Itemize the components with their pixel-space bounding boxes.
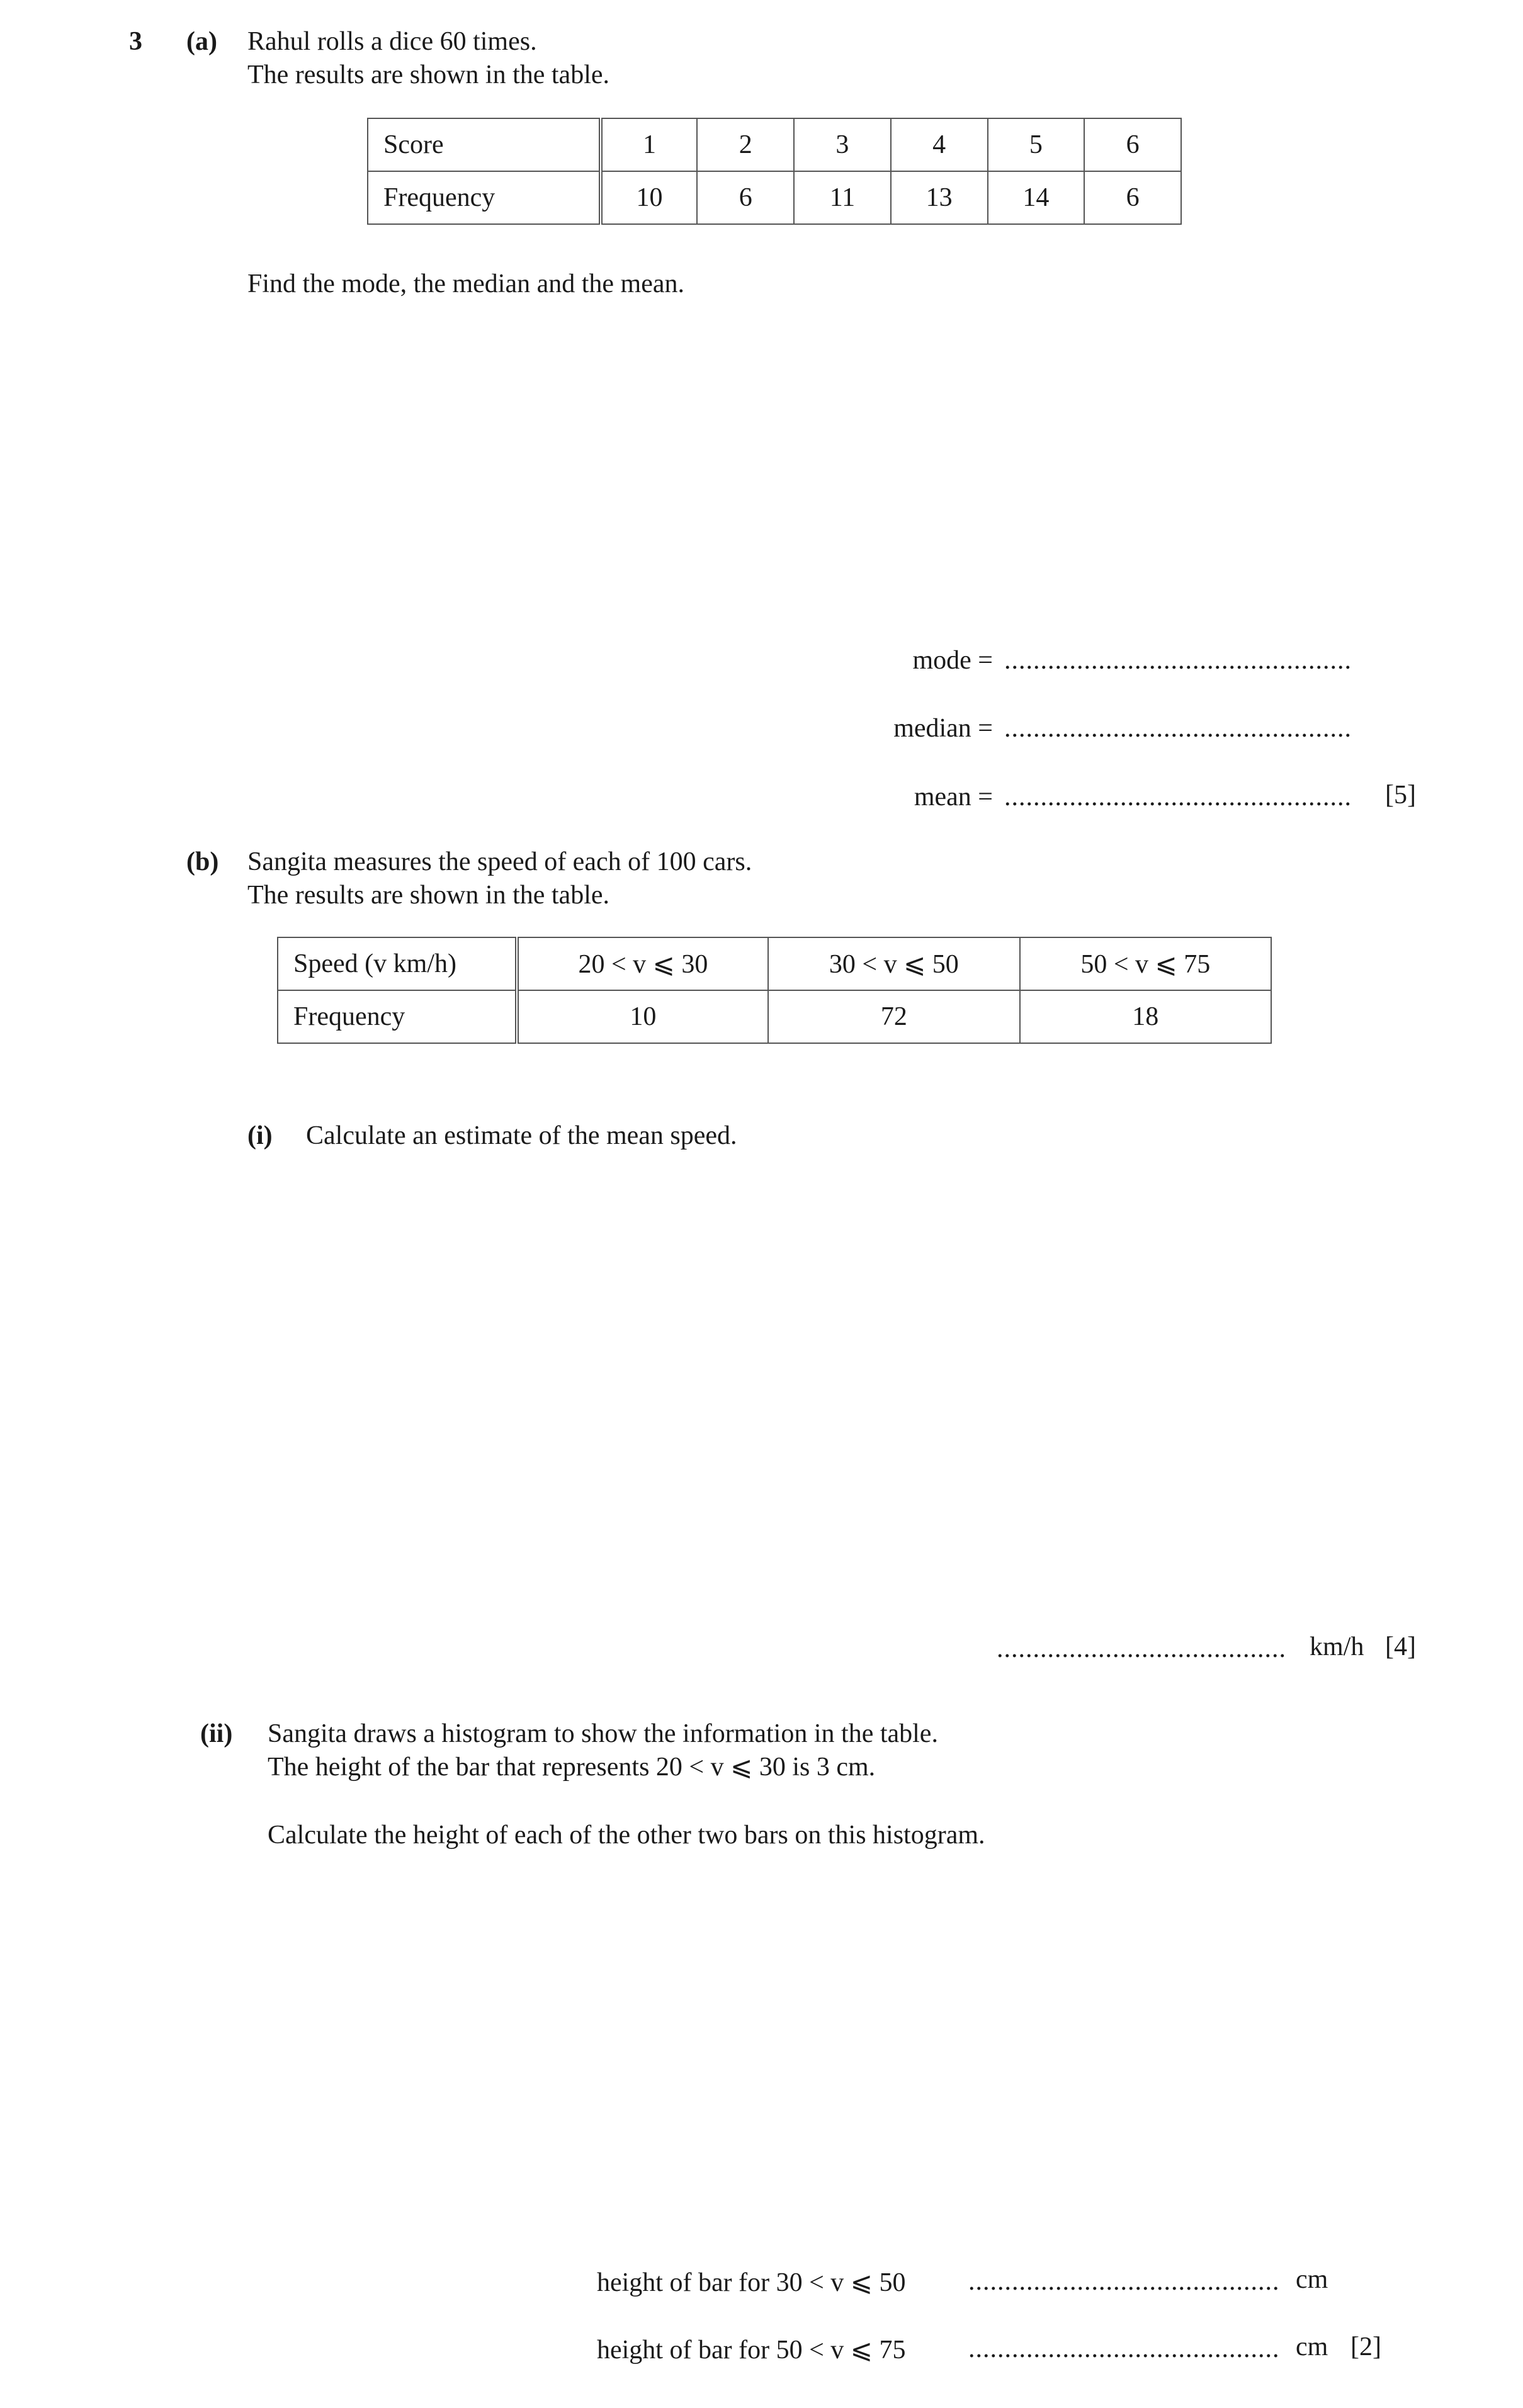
frequency-header-cell: Frequency [278,990,517,1043]
bar-height-50-75-unit: cm [1296,2332,1328,2361]
part-bi-marks: [4] [1385,1632,1416,1661]
frequency-cell: 10 [601,171,698,224]
part-b-line1: Sangita measures the speed of each of 100 cars. [247,847,752,876]
part-a-label: (a) [186,27,217,56]
part-bi-label: (i) [247,1121,273,1150]
dice-score-table [367,118,1182,225]
score-header-cell: Score [368,118,601,171]
part-bii-marks: [2] [1350,2332,1381,2361]
frequency-cell: 6 [697,171,794,224]
speed-frequency-table [277,937,1272,1044]
table-row [368,171,1181,224]
part-a-marks: [5] [1385,781,1416,810]
part-bii-line3: Calculate the height of each of the other two bars on this histogram. [268,1821,985,1850]
frequency-cell: 6 [1084,171,1181,224]
part-a-line2: The results are shown in the table. [247,60,609,89]
speed-interval-cell: 50 < v ⩽ 75 [1020,937,1271,990]
frequency-cell: 18 [1020,990,1271,1043]
table-row [368,118,1181,171]
score-cell: 5 [988,118,1085,171]
table-row [278,990,1271,1043]
frequency-cell: 13 [891,171,988,224]
mode-label: mode = [912,646,993,675]
mean-answer-line[interactable]: ................................................ [1004,783,1352,811]
median-label: median = [893,714,993,743]
frequency-cell: 72 [768,990,1019,1043]
score-cell: 2 [697,118,794,171]
frequency-cell: 11 [794,171,891,224]
part-bii-label: (ii) [200,1719,233,1748]
bar-height-30-50-label: height of bar for 30 < v ⩽ 50 [597,2268,906,2297]
speed-interval-cell: 30 < v ⩽ 50 [768,937,1019,990]
speed-interval-cell: 20 < v ⩽ 30 [517,937,768,990]
score-cell: 1 [601,118,698,171]
score-cell: 3 [794,118,891,171]
mean-label: mean = [914,783,993,811]
part-bii-line1: Sangita draws a histogram to show the information in the table. [268,1719,938,1748]
frequency-header-cell: Frequency [368,171,601,224]
score-cell: 6 [1084,118,1181,171]
frequency-cell: 10 [517,990,768,1043]
median-answer-line[interactable]: ................................................ [1004,714,1352,743]
part-b-line2: The results are shown in the table. [247,881,609,910]
part-bii-line2: The height of the bar that represents 20 < v ⩽ 30 is 3 cm. [268,1753,876,1782]
speed-header-cell: Speed (v km/h) [278,937,517,990]
table-row [278,937,1271,990]
score-cell: 4 [891,118,988,171]
question-number: 3 [129,27,142,56]
bar-height-50-75-answer-line[interactable]: ........................................... [968,2334,1280,2363]
part-a-line1: Rahul rolls a dice 60 times. [247,27,537,56]
part-b-label: (b) [186,847,219,876]
bar-height-30-50-answer-line[interactable]: ........................................... [968,2267,1280,2296]
mode-answer-line[interactable]: ................................................ [1004,646,1352,675]
part-a-instruction: Find the mode, the median and the mean. [247,269,684,298]
mean-speed-unit: km/h [1310,1632,1364,1661]
bar-height-50-75-label: height of bar for 50 < v ⩽ 75 [597,2336,906,2365]
part-bi-text: Calculate an estimate of the mean speed. [306,1121,737,1150]
frequency-cell: 14 [988,171,1085,224]
mean-speed-answer-line[interactable]: ........................................ [997,1634,1286,1663]
bar-height-30-50-unit: cm [1296,2265,1328,2294]
